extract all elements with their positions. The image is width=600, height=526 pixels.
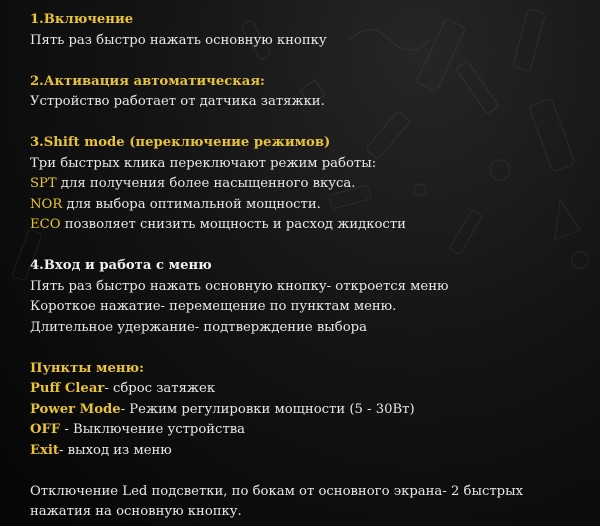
spacer [30, 338, 590, 359]
menu-item-key: Power Mode [30, 401, 121, 417]
spacer [30, 236, 590, 257]
menu-item-key: Exit [30, 442, 60, 458]
instructions-content [30, 10, 590, 523]
mode-desc: для выбора оптимальной мощности. [62, 196, 321, 212]
menu-item-key: OFF [30, 422, 61, 437]
mode-key: SPT [30, 176, 57, 191]
power-on-text: Пять раз быстро нажать основную кнопку [30, 32, 327, 48]
led-line: Отключение Led подсветки, по бокам от основного экрана- 2 быстрых [30, 483, 524, 499]
mode-key: ECO [30, 217, 61, 232]
section-heading-menu: 4.Вход и работа с меню [30, 258, 212, 273]
spacer [30, 113, 590, 134]
led-line: нажатия на основную кнопку. [30, 504, 242, 519]
menu-item-puff-clear [30, 379, 590, 400]
section-heading-menu-items: Пункты меню: [30, 360, 144, 376]
menu-item-key: Puff Clear [30, 381, 105, 396]
menu-item-desc: - сброс затяжек [104, 381, 216, 396]
menu-item-desc: - выход из меню [59, 442, 172, 458]
menu-line: Короткое нажатие- перемещение по пунктам меню. [30, 299, 397, 314]
mode-line-nor [30, 195, 590, 216]
menu-item-off [30, 420, 590, 441]
menu-item-desc: - Выключение устройства [60, 422, 246, 437]
section-heading-auto-activation: 2.Активация автоматическая: [30, 73, 265, 89]
mode-key: NOR [30, 196, 63, 212]
section-heading-power-on: 1.Включение [30, 12, 134, 27]
menu-line: Пять раз быстро нажать основную кнопку- откроется меню [30, 278, 449, 294]
menu-item-exit [30, 441, 590, 462]
menu-item-desc: - Режим регулировки мощности (5 - 30Вт) [120, 401, 415, 417]
menu-line: Длительное удержание- подтверждение выбора [30, 319, 367, 335]
section-heading-shift-mode: 3.Shift mode (переключение режимов) [30, 135, 331, 150]
shift-mode-intro: Три быстрых клика переключают режим работы: [30, 155, 377, 171]
menu-item-power-mode [30, 400, 590, 421]
mode-desc: для получения более насыщенного вкуса. [56, 176, 356, 191]
auto-activation-text: Устройство работает от датчика затяжки. [30, 94, 325, 109]
spacer [30, 51, 590, 72]
mode-desc: позволяет снизить мощность и расход жидкости [60, 217, 406, 232]
mode-line-spt [30, 174, 590, 195]
spacer [30, 461, 590, 482]
mode-line-eco [30, 215, 590, 236]
